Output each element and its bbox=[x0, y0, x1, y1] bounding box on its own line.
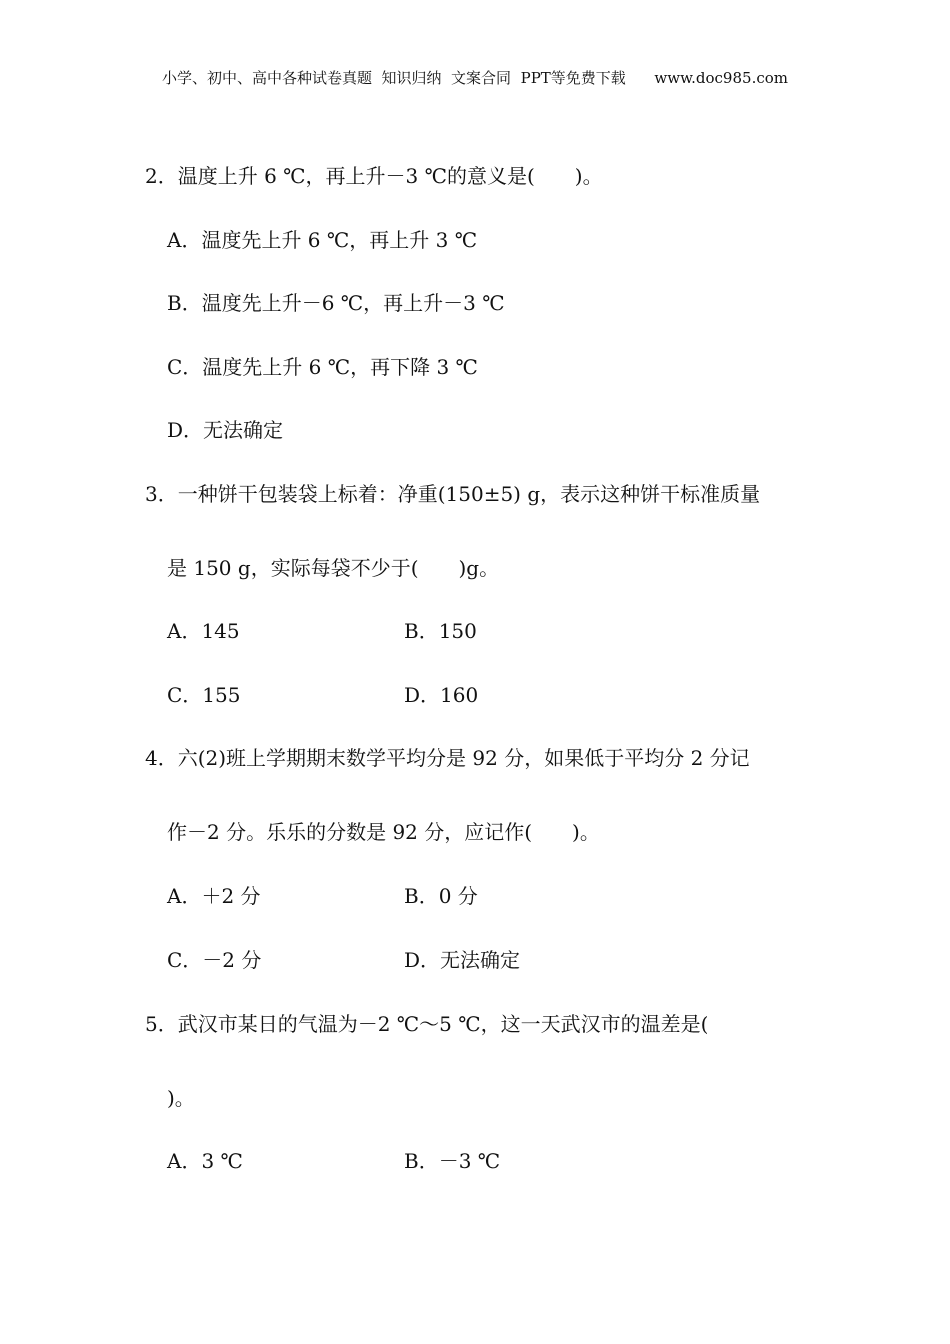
question-stem-continued: )。 bbox=[167, 1086, 195, 1110]
option-b: B．－3 ℃ bbox=[404, 1149, 501, 1173]
option-d: D．160 bbox=[404, 683, 479, 707]
question-stem: 2．温度上升 6 ℃，再上升－3 ℃的意义是( )。 bbox=[145, 164, 603, 188]
question-stem-continued: 是 150 g，实际每袋不少于( )g。 bbox=[167, 556, 500, 580]
option-c: C．－2 分 bbox=[167, 948, 262, 972]
option-d: D．无法确定 bbox=[404, 948, 521, 972]
option-b: B．温度先上升－6 ℃，再上升－3 ℃ bbox=[167, 291, 505, 315]
question-stem: 4．六(2)班上学期期末数学平均分是 92 分，如果低于平均分 2 分记 bbox=[145, 746, 750, 770]
option-a: A．＋2 分 bbox=[167, 884, 261, 908]
option-a: A．3 ℃ bbox=[167, 1149, 243, 1173]
option-b: B．150 bbox=[404, 619, 477, 643]
option-a: A．145 bbox=[167, 619, 240, 643]
question-stem-continued: 作－2 分。乐乐的分数是 92 分，应记作( )。 bbox=[167, 820, 600, 844]
question-stem: 3．一种饼干包装袋上标着：净重(150±5) g，表示这种饼干标准质量 bbox=[145, 482, 761, 506]
page-header: 小学、初中、高中各种试卷真题 知识归纳 文案合同 PPT等免费下载 www.doc985.com bbox=[161, 69, 788, 87]
question-stem: 5．武汉市某日的气温为－2 ℃～5 ℃，这一天武汉市的温差是( bbox=[145, 1012, 709, 1036]
option-a: A．温度先上升 6 ℃，再上升 3 ℃ bbox=[167, 228, 478, 252]
option-c: C．155 bbox=[167, 683, 241, 707]
option-b: B．0 分 bbox=[404, 884, 478, 908]
option-c: C．温度先上升 6 ℃，再下降 3 ℃ bbox=[167, 355, 478, 379]
option-d: D．无法确定 bbox=[167, 418, 284, 442]
